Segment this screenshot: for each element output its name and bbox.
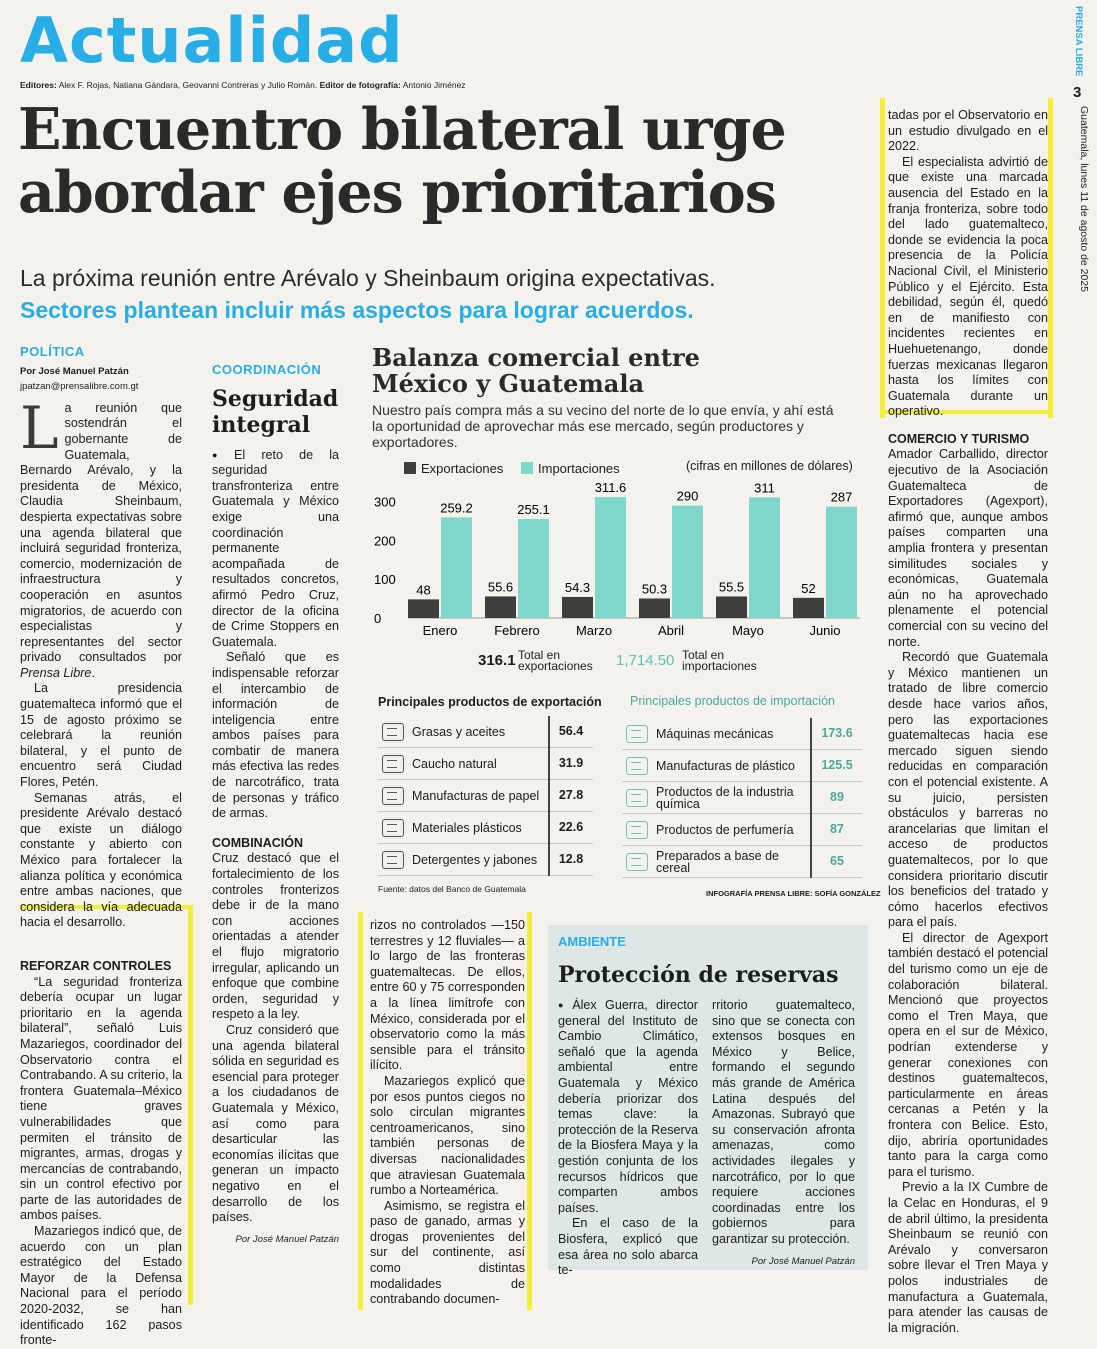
infographic-credit: INFOGRAFÍA PRENSA LIBRE: SOFÍA GONZÁLEZ [706, 889, 881, 898]
data-label: 55.6 [487, 579, 514, 595]
product-name: Caucho natural [412, 756, 497, 771]
chart-units-note: (cifras en millones de dólares) [686, 459, 853, 473]
data-label: 48 [416, 582, 431, 598]
main-paragraph: rizos no controlados —150 terrestres y 12 fluviales— a lo largo de las fronteras guatemaltecas. De ellos, entre 60 y 75 corresponden a la línea limítrofe con México, considerada por el observatorio como la más sensible para el tránsito ilícito. [370, 918, 525, 1073]
product-name: Productos de perfumería [656, 822, 794, 837]
x-tick-label: Abril [657, 623, 685, 638]
ambiente-title: Protección de reservas [558, 962, 839, 988]
product-name: Productos de la industria química [656, 784, 794, 811]
x-tick-label: Junio [809, 623, 841, 638]
bar-exportaciones-mayo [716, 596, 747, 618]
ambiente-paragraph: ● Álex Guerra, director general del Instituto de Cambio Climático, señaló que la agenda ambiental entre Guatemala y México debería priorizar dos temas clave: la protección de la Reserva de la Biosfera Maya y la gestión conjunta de los recursos hídricos que comparten ambos países. [558, 998, 698, 1216]
x-tick-label: Marzo [575, 623, 613, 638]
product-icon [626, 821, 648, 839]
product-value: 56.4 [558, 724, 584, 738]
table-row [378, 812, 593, 844]
main-paragraph: Recordó que Guatemala y México mantienen un tratado de libre comercio desde hace varios años, pero las exportaciones guatemaltecas hacia ese mercado siguen siendo reducidas en comparación con el potencial existente. A su juicio, persisten obstáculos y barreras no arancelarias que limitan el acceso de productos guatemaltecos, por lo que considera prioritario discutir los beneficios del tratado y cómo hacerlos efectivos para el país. [888, 650, 1048, 930]
highlight-mark [188, 905, 193, 1305]
section-title: Actualidad [20, 4, 404, 77]
data-label: 311 [754, 480, 775, 496]
y-tick-label: 100 [374, 572, 396, 588]
table-row [378, 716, 593, 748]
product-name: Máquinas mecánicas [656, 726, 774, 741]
total-exportaciones-label: Total en exportaciones [518, 648, 593, 673]
chart-legend [404, 461, 620, 476]
bar-exportaciones-marzo [562, 597, 593, 618]
product-name: Grasas y aceites [412, 724, 506, 739]
product-icon [626, 853, 648, 871]
main-paragraph: “La seguridad fronteriza debería ocupar un lugar prioritario en la agenda bilateral”, señaló Luis Mazariegos, coordinador del Observatorio contra el Contrabando. A su criterio, la frontera Guatemala–México tiene graves vulnerabilidades que permiten el tránsito de migrantes, armas, drogas y mercancías de contrabando, sin un control efectivo por parte de las autoridades de ambos países. [20, 974, 182, 1223]
x-tick-label: Enero [422, 623, 458, 638]
product-icon [626, 757, 648, 775]
data-label: 259.2 [440, 500, 473, 516]
chart-totals [478, 650, 783, 674]
product-icon [382, 819, 404, 837]
total-exportaciones-value: 316.1 [478, 652, 516, 669]
product-name: Manufacturas de papel [412, 788, 540, 803]
y-tick-label: 0 [374, 611, 382, 626]
main-paragraph: La presidencia guatemalteca informó que el 15 de agosto próximo se celebrará la reunión bilateral, y el punto de encuentro será Ciudad Flores, Petén. [20, 681, 182, 790]
product-value: 173.6 [821, 726, 853, 740]
export-table [378, 716, 593, 881]
coordinacion-kicker: COORDINACIÓN [212, 362, 322, 377]
data-label: 52 [801, 580, 816, 596]
chart-title: Balanza comercial entre México y Guatemala [372, 343, 700, 398]
main-paragraph: Asimismo, se registra el paso de ganado, armas y drogas provenientes del sur del continente, así como distintas modalidades de contrabando documen- [370, 1198, 525, 1307]
legend-importaciones: Importaciones [538, 461, 620, 476]
main-paragraph: Mazariegos indicó que, de acuerdo con un plan estratégico del Estado Mayor de la Defensa Nacional para el período 2020-2032, se han identificado 162 pasos fronte- [20, 1224, 182, 1348]
highlight-mark [527, 912, 532, 1310]
main-paragraph: El especialista advirtió de que existe una marcada ausencia del Estado en la franja fronteriza, sobre todo del lado guatemalteco, donde se evidencia la poca presencia de la Policía Nacional Civil, el Ministerio Público y el Ejército. Esta debilidad, según él, quedó en de manifiesto con incidentes recientes en Huehuetenango, donde fuerzas mexicanas llegaron hasta los límites con Guatemala durante un operativo. [888, 154, 1048, 419]
total-importaciones-label: Total en importaciones [682, 648, 757, 673]
credits [20, 80, 466, 90]
table-row [622, 782, 862, 814]
data-label: 255.1 [517, 502, 550, 518]
product-name: Preparados a base de cereal [656, 848, 780, 875]
x-tick-label: Mayo [732, 623, 764, 638]
table-row [622, 846, 862, 878]
bar-importaciones-junio [826, 507, 857, 618]
bar-exportaciones-junio [793, 598, 824, 618]
main-column-3 [370, 918, 525, 1308]
highlight-mark [1048, 98, 1053, 418]
coordinacion-signature: Por José Manuel Patzán [235, 1233, 339, 1245]
coordinacion-paragraph: Señaló que es indispensable reforzar el intercambio de información de inteligencia entre ambos países para combatir de manera más efectiva las redes de narcotráfico, trata de personas y tráfico de armas. [212, 650, 339, 821]
table-row [622, 718, 862, 750]
coordinacion-paragraph: ● El reto de la seguridad transfronteriza entre Guatemala y México exige una coordinación permanente acompañada de resultados concretos, afirmó Pedro Cruz, director de la oficina de Crime Stoppers en Guatemala. [212, 448, 339, 651]
bar-importaciones-enero [441, 517, 472, 618]
coordinacion-sidebar [212, 362, 339, 1247]
product-value: 27.8 [558, 788, 584, 802]
photo-editor-label: Editor de fotografía: [319, 80, 401, 90]
import-table [622, 718, 862, 878]
product-icon [626, 725, 648, 743]
main-paragraph: Previo a la IX Cumbre de la Celac en Honduras, el 9 de abril último, la presidenta Sheinbaum se reunió con Arévalo y conversaron sobre llevar el Tren Maya y polos industriales de manufactura a Guatemala, para atender las causas de la migración. [888, 1180, 1048, 1335]
bar-exportaciones-febrero [485, 596, 516, 618]
editors-label: Editores: [20, 80, 57, 90]
bar-importaciones-mayo [749, 497, 780, 618]
product-value: 65 [830, 854, 844, 868]
product-value: 31.9 [558, 756, 584, 770]
drop-cap: L [20, 393, 59, 462]
publication-name: Prensa Libre [20, 665, 92, 680]
table-row [378, 844, 593, 876]
table-row [622, 750, 862, 782]
main-paragraph: Semanas atrás, el presidente Arévalo destacó que existe un diálogo constante y abierto con México para fortalecer la alianza política y económica entre ambas naciones, que considera la vía adecuada hacia el desarrollo. [20, 790, 182, 930]
chart-subtitle: Nuestro país compra más a su vecino del norte de lo que envía, y ahí está la oportunidad de aprovechar más ese mercado, según productores y exportadores. [372, 402, 834, 450]
product-value: 125.5 [821, 758, 853, 772]
table-row [378, 748, 593, 780]
main-column-right [888, 108, 1048, 1336]
deck-line-1: La próxima reunión entre Arévalo y Sheinbaum origina expectativas. [20, 265, 716, 291]
product-value: 12.8 [558, 852, 584, 866]
ambiente-column-1 [558, 998, 698, 1279]
import-table-title: Principales productos de importación [630, 694, 835, 708]
headline: Encuentro bilateral urge abordar ejes prioritarios [18, 96, 786, 226]
folio-paper: PRENSA LIBRE [1073, 6, 1084, 77]
table-row [378, 780, 593, 812]
bar-chart [370, 478, 865, 646]
chart-source: Fuente: datos del Banco de Guatemala [378, 884, 526, 894]
main-column-1 [20, 344, 182, 1349]
y-tick-label: 300 [374, 494, 396, 510]
subhead-combinacion: COMBINACIÓN [212, 835, 303, 850]
data-label: 311.6 [594, 480, 627, 496]
data-label: 55.5 [718, 579, 745, 595]
ambiente-paragraph: En el caso de la Biosfera, explicó que esa área no solo abarca te- [558, 1216, 698, 1278]
photo-editor: Antonio Jiménez [402, 80, 466, 90]
legend-swatch-importaciones [521, 462, 533, 474]
legend-swatch-exportaciones [404, 462, 416, 474]
data-label: 54.3 [564, 579, 591, 595]
product-name: Detergentes y jabones [412, 852, 538, 867]
main-byline: Por José Manuel Patzán [20, 365, 129, 377]
total-importaciones-value: 1,714.50 [616, 652, 675, 669]
bar-exportaciones-enero [408, 599, 439, 618]
folio-date: Guatemala, lunes 11 de agosto de 2025 [1078, 106, 1090, 293]
bar-importaciones-abril [672, 506, 703, 618]
ambiente-signature: Por José Manuel Patzán [751, 1255, 855, 1267]
table-row [622, 814, 862, 846]
bar-importaciones-febrero [518, 519, 549, 618]
product-icon [382, 851, 404, 869]
coordinacion-paragraph: Cruz consideró que una agenda bilateral sólida en seguridad es esencial para proteger a los ciudadanos de Guatemala y México, así como para desarticular las economías ilícitas que generan un impacto negativo en el desarrollo de los países. [212, 1022, 339, 1225]
subhead-comercio: COMERCIO Y TURISMO [888, 431, 1030, 446]
coordinacion-title: Seguridad integral [212, 385, 339, 438]
main-email: jpatzan@prensalibre.com.gt [20, 381, 139, 393]
highlight-mark [880, 98, 885, 418]
product-icon [382, 723, 404, 741]
main-paragraph: Mazariegos explicó que por esos puntos ciegos no solo circulan migrantes centroamericanos, sino también personas de diversas nacionalidades que atraviesan Guatemala rumbo a Norteamérica. [370, 1073, 525, 1198]
subhead-reforzar: REFORZAR CONTROLES [20, 958, 172, 973]
product-icon [382, 755, 404, 773]
main-paragraph: tadas por el Observatorio en un estudio divulgado en el 2022. [888, 108, 1048, 154]
main-paragraph: La reunión que sostendrán el gobernante de Guatemala, Bernardo Arévalo, y la presidenta de México, Claudia Sheinbaum, despierta expectativas sobre una agenda bilateral que incluirá seguridad fronteriza, comercio, modernización de infraestructura y cooperación en asuntos migratorios, de acuerdo con especialistas y representantes del sector privado consultados por Prensa Libre. [20, 393, 182, 680]
main-paragraph: Amador Carballido, director ejecutivo de la Asociación Guatemalteca de Exportadores (Agexport), afirmó que, aunque ambos países comparten una amplia frontera y presentan similitudes sociales y económicas, Guatemala aún no ha aprovechado plenamente el potencial comercial con su vecino del norte. [888, 447, 1048, 649]
coordinacion-paragraph: Cruz destacó que el fortalecimiento de los controles fronterizos debe ir de la mano con acciones orientadas a atender el flujo migratorio irregular, aplicando un enfoque que combine orden, seguridad y respeto a la ley. [212, 851, 339, 1022]
product-value: 89 [830, 790, 844, 804]
ambiente-kicker: AMBIENTE [558, 934, 626, 949]
legend-exportaciones: Exportaciones [421, 461, 504, 476]
product-value: 22.6 [558, 820, 584, 834]
x-tick-label: Febrero [494, 623, 540, 638]
product-name: Materiales plásticos [412, 820, 522, 835]
bar-importaciones-marzo [595, 497, 626, 618]
product-name: Manufacturas de plástico [656, 758, 795, 773]
data-label: 290 [676, 488, 699, 504]
bar-exportaciones-abril [639, 598, 670, 618]
data-label: 287 [830, 489, 853, 505]
export-table-title: Principales productos de exportación [378, 695, 602, 709]
main-kicker: POLÍTICA [20, 344, 85, 359]
data-label: 50.3 [641, 581, 668, 597]
ambiente-paragraph: rritorio guatemalteco, sino que se conecta con extensos bosques en México y Belice, formando el segundo más grande de América Latina después del Amazonas. Subrayó que su conservación afronta amenazas, como actividades ilegales y narcotráfico, por lo que requiere acciones coordinadas entre los gobiernos para garantizar su protección. [712, 998, 855, 1246]
side-folio [1070, 6, 1096, 306]
deck-line-2: Sectores plantean incluir más aspectos para lograr acuerdos. [20, 297, 694, 323]
main-paragraph: El director de Agexport también destacó el potencial del turismo como un eje de colaboración bilateral. Mencionó que proyectos como el Tren Maya, que opera en el sur de México, podrían extenderse y generar conexiones con destinos guatemaltecos, particularmente en áreas cercanas a Petén y la frontera con Belice. Esto, dijo, abriría oportunidades tanto para la carga como para el turismo. [888, 930, 1048, 1179]
folio-page: 3 [1073, 84, 1082, 101]
editors: Alex F. Rojas, Natiana Gándara, Geovanni Contreras y Julio Román. [58, 80, 318, 90]
product-value: 87 [830, 822, 844, 836]
product-icon [382, 787, 404, 805]
highlight-mark [358, 912, 363, 1310]
y-tick-label: 200 [374, 533, 396, 549]
ambiente-column-2 [712, 998, 855, 1269]
product-icon [626, 789, 648, 807]
